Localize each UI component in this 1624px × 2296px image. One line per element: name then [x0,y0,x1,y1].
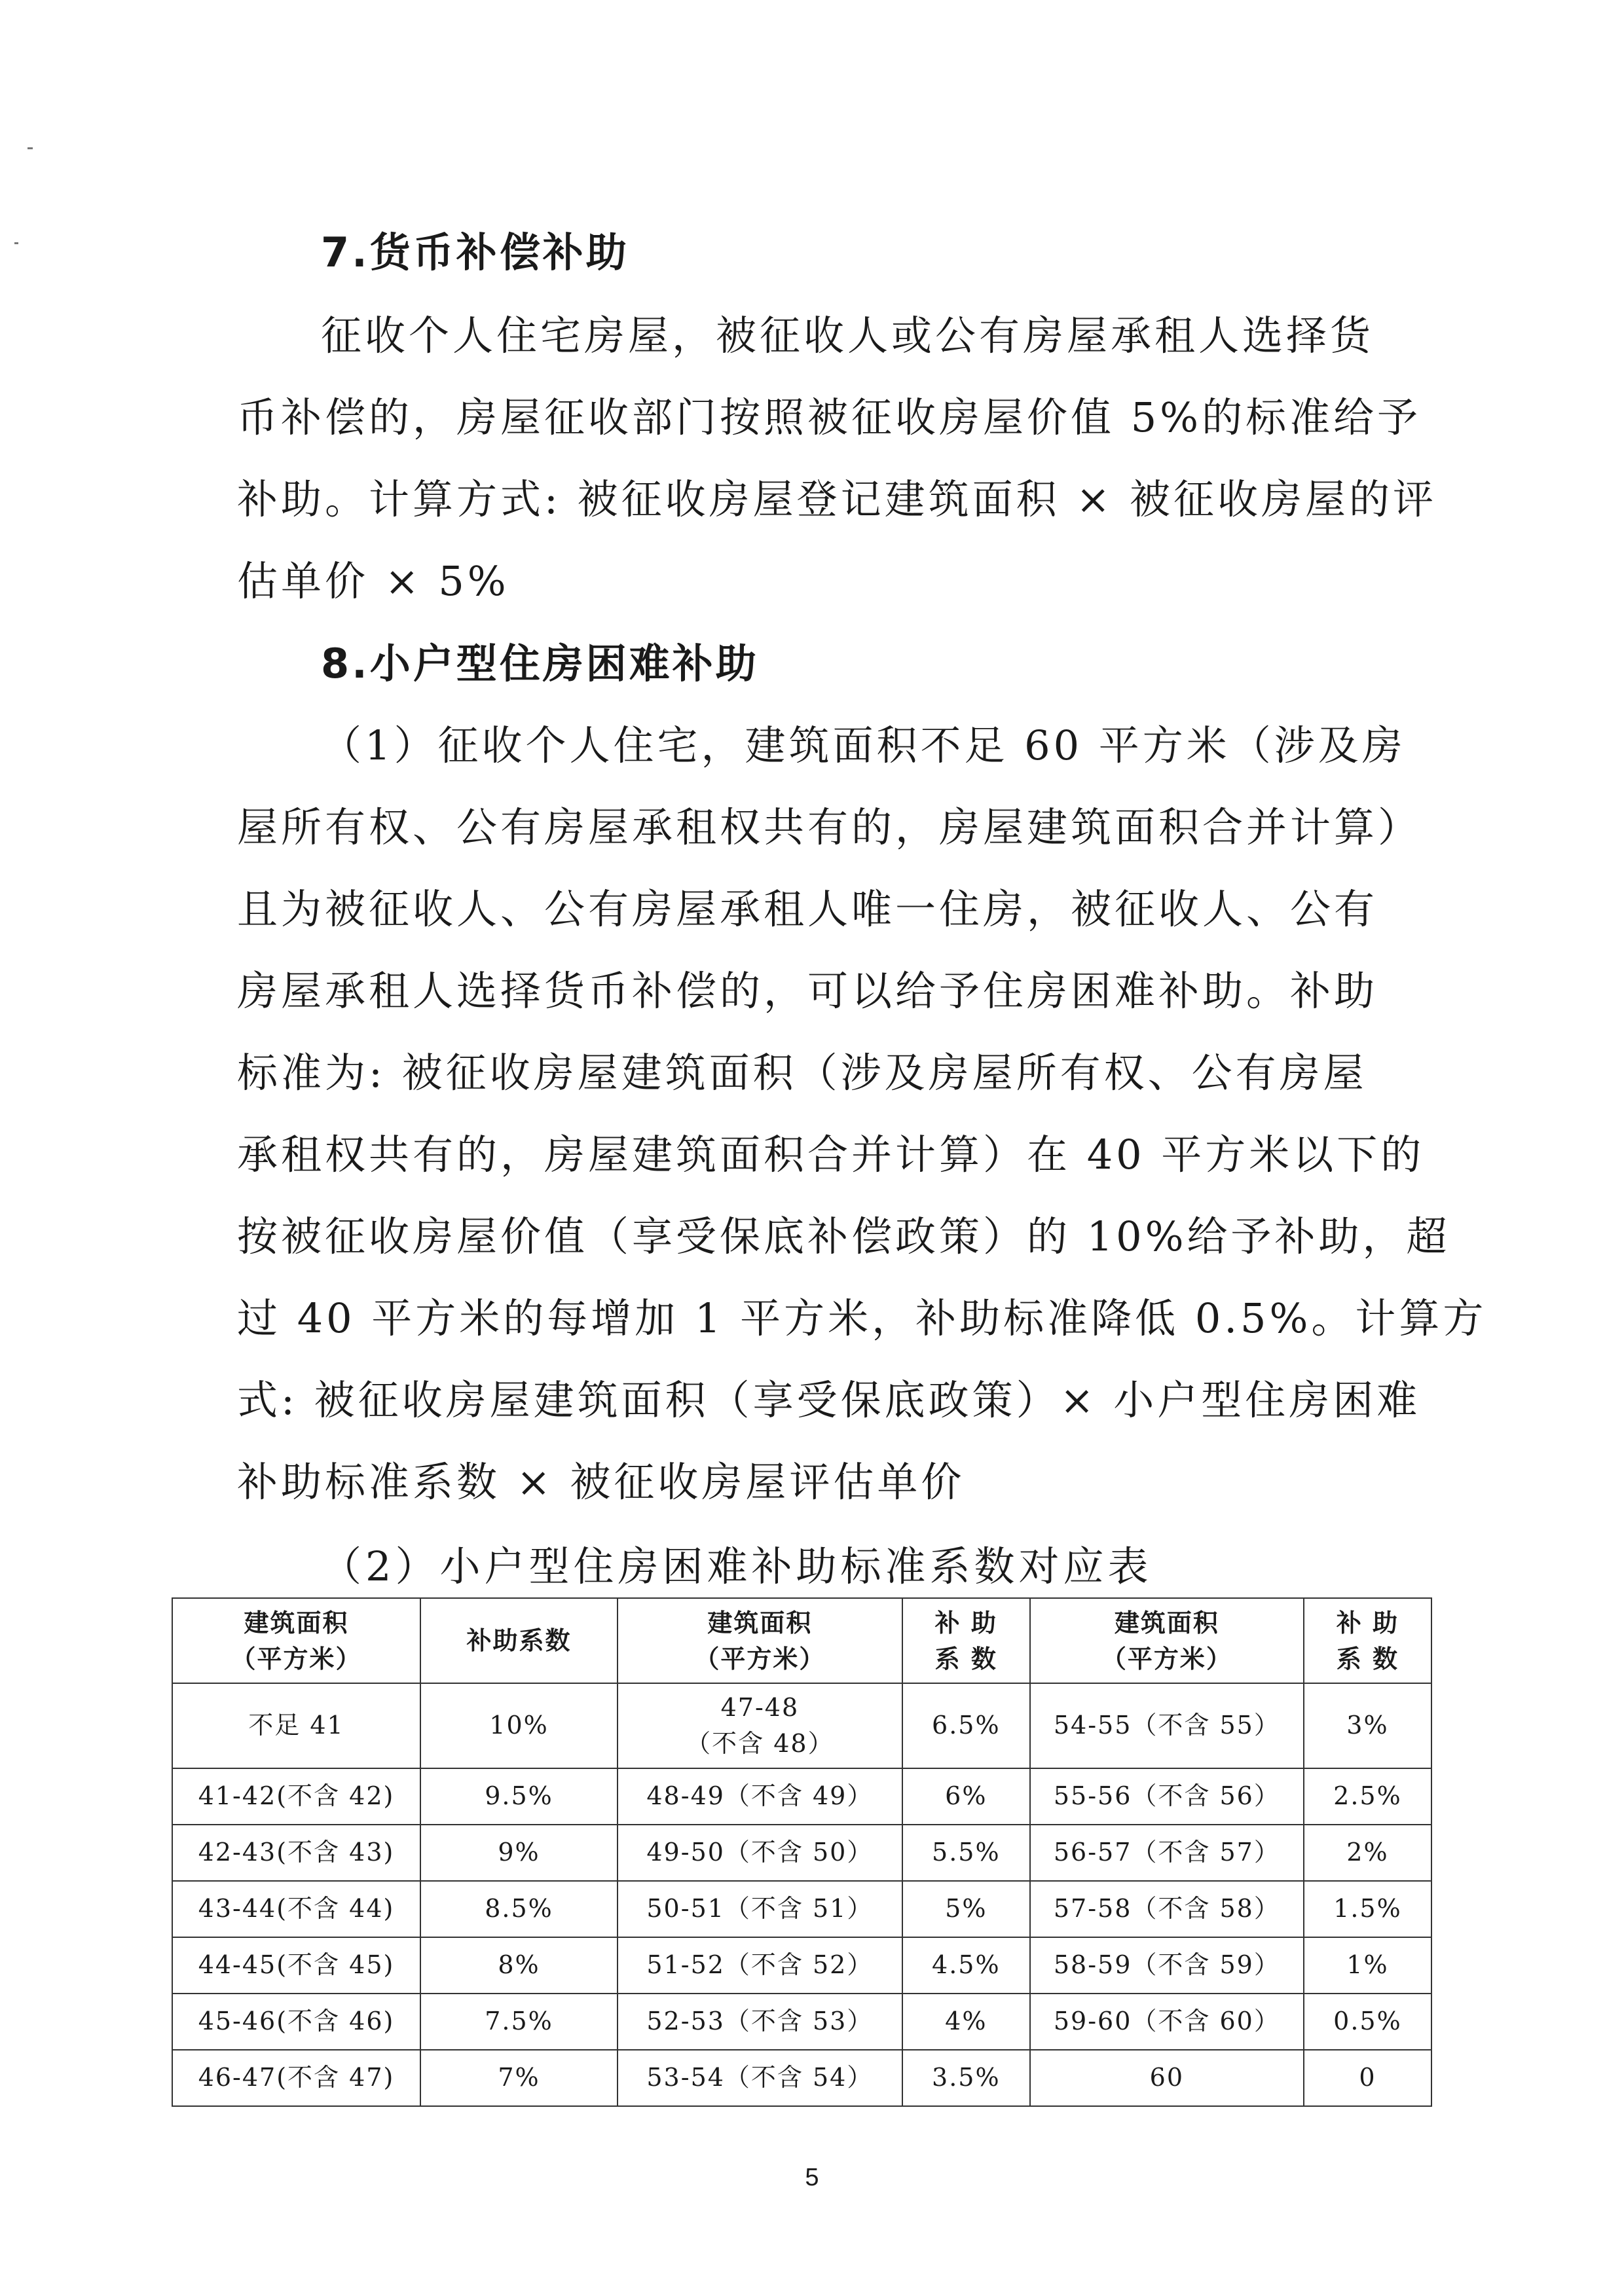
coef-cell: 8% [420,1937,618,1994]
header-coef-3-line-2: 系 数 [1336,1644,1399,1673]
coef-cell: 10% [420,1683,618,1768]
area-cell: 55-56（不含 56） [1030,1768,1304,1825]
header-coef-1: 补助系数 [420,1598,618,1683]
coef-cell: 9% [420,1825,618,1881]
table-row [172,1825,1431,1881]
section-8-line-6: 承租权共有的，房屋建筑面积合并计算）在 40 平方米以下的 [237,1131,1425,1178]
table-row [172,1937,1431,1994]
area-cell [618,1683,902,1768]
scan-speck [28,147,33,149]
area-cell: 53-54（不含 54） [618,2050,902,2106]
coef-cell: 2.5% [1304,1768,1431,1825]
coef-cell: 7% [420,2050,618,2106]
coef-cell: 5.5% [902,1825,1030,1881]
area-cell: 58-59（不含 59） [1030,1937,1304,1994]
area-cell: 57-58（不含 58） [1030,1881,1304,1937]
table-row [172,2050,1431,2106]
header-area-2 [618,1598,902,1683]
area-cell-line-1: 47-48 [720,1692,800,1722]
section-8-line-2: 屋所有权、公有房屋承租权共有的，房屋建筑面积合并计算） [237,803,1422,851]
area-cell: 42-43(不含 43) [172,1825,420,1881]
coef-cell: 3.5% [902,2050,1030,2106]
section-7-line-2: 币补偿的，房屋征收部门按照被征收房屋价值 5%的标准给予 [237,393,1422,441]
header-coef-3 [1304,1598,1431,1683]
table-row [172,1994,1431,2050]
section-8-line-9: 式: 被征收房屋建筑面积（享受保底政策）× 小户型住房困难 [237,1376,1421,1424]
section-8-line-4: 房屋承租人选择货币补偿的，可以给予住房困难补助。补助 [237,967,1378,1015]
area-cell: 46-47(不含 47) [172,2050,420,2106]
table-row [172,1881,1431,1937]
coef-cell: 8.5% [420,1881,618,1937]
coef-cell: 0 [1304,2050,1431,2106]
coef-cell: 1.5% [1304,1881,1431,1937]
table-caption: （2）小户型住房困难补助标准系数对应表 [321,1542,1153,1590]
area-cell: 50-51（不含 51） [618,1881,902,1937]
coef-cell: 7.5% [420,1994,618,2050]
header-coef-2-line-1: 补 助 [934,1607,997,1637]
area-cell: 41-42(不含 42) [172,1768,420,1825]
area-cell: 52-53（不含 53） [618,1994,902,2050]
coef-cell: 6% [902,1768,1030,1825]
scan-speck [14,242,18,244]
table-header-row [172,1598,1431,1683]
area-cell: 56-57（不含 57） [1030,1825,1304,1881]
section-8-line-10: 补助标准系数 × 被征收房屋评估单价 [237,1458,965,1506]
area-cell: 43-44(不含 44) [172,1881,420,1937]
section-7-line-4: 估单价 × 5% [237,557,509,605]
coef-cell: 4.5% [902,1937,1030,1994]
coef-cell: 3% [1304,1683,1431,1768]
section-8-line-3: 且为被征收人、公有房屋承租人唯一住房，被征收人、公有 [237,885,1378,933]
table-row [172,1768,1431,1825]
header-coef-3-line-1: 补 助 [1336,1607,1399,1637]
area-cell: 54-55（不含 55） [1030,1683,1304,1768]
section-7-line-3: 补助。计算方式: 被征收房屋登记建筑面积 × 被征收房屋的评 [237,475,1437,523]
area-cell: 45-46(不含 46) [172,1994,420,2050]
section-8-line-5: 标准为: 被征收房屋建筑面积（涉及房屋所有权、公有房屋 [237,1049,1367,1097]
section-8-line-7: 按被征收房屋价值（享受保底补偿政策）的 10%给予补助，超 [237,1212,1450,1260]
coef-cell: 9.5% [420,1768,618,1825]
area-cell: 不足 41 [172,1683,420,1768]
area-cell: 48-49（不含 49） [618,1768,902,1825]
area-cell-line-2: （不含 48） [686,1729,834,1758]
section-8-line-1: （1）征收个人住宅，建筑面积不足 60 平方米（涉及房 [321,721,1406,769]
coef-cell: 1% [1304,1937,1431,1994]
subsidy-coefficient-table [172,1597,1432,2107]
coef-cell: 6.5% [902,1683,1030,1768]
header-area-3-unit: （平方米） [1101,1644,1232,1673]
section-7-line-1: 征收个人住宅房屋，被征收人或公有房屋承租人选择货 [321,312,1375,359]
area-cell: 60 [1030,2050,1304,2106]
header-area-3 [1030,1598,1304,1683]
section-8-line-8: 过 40 平方米的每增加 1 平方米，补助标准降低 0.5%。计算方 [237,1294,1487,1342]
section-7-heading: 7.货币补偿补助 [321,228,629,276]
header-area-1 [172,1598,420,1683]
header-area-3-label: 建筑面积 [1114,1607,1219,1637]
coef-cell: 2% [1304,1825,1431,1881]
header-coef-2 [902,1598,1030,1683]
header-coef-2-line-2: 系 数 [934,1644,997,1673]
page-number: 5 [805,2164,819,2191]
table-row [172,1683,1431,1768]
coef-cell: 4% [902,1994,1030,2050]
header-area-1-label: 建筑面积 [244,1607,349,1637]
header-area-2-label: 建筑面积 [707,1607,813,1637]
header-area-1-unit: （平方米） [231,1644,362,1673]
area-cell: 49-50（不含 50） [618,1825,902,1881]
area-cell: 59-60（不含 60） [1030,1994,1304,2050]
section-8-heading: 8.小户型住房困难补助 [321,640,759,687]
area-cell: 44-45(不含 45) [172,1937,420,1994]
coef-cell: 5% [902,1881,1030,1937]
area-cell: 51-52（不含 52） [618,1937,902,1994]
header-area-2-unit: （平方米） [694,1644,826,1673]
coef-cell: 0.5% [1304,1994,1431,2050]
